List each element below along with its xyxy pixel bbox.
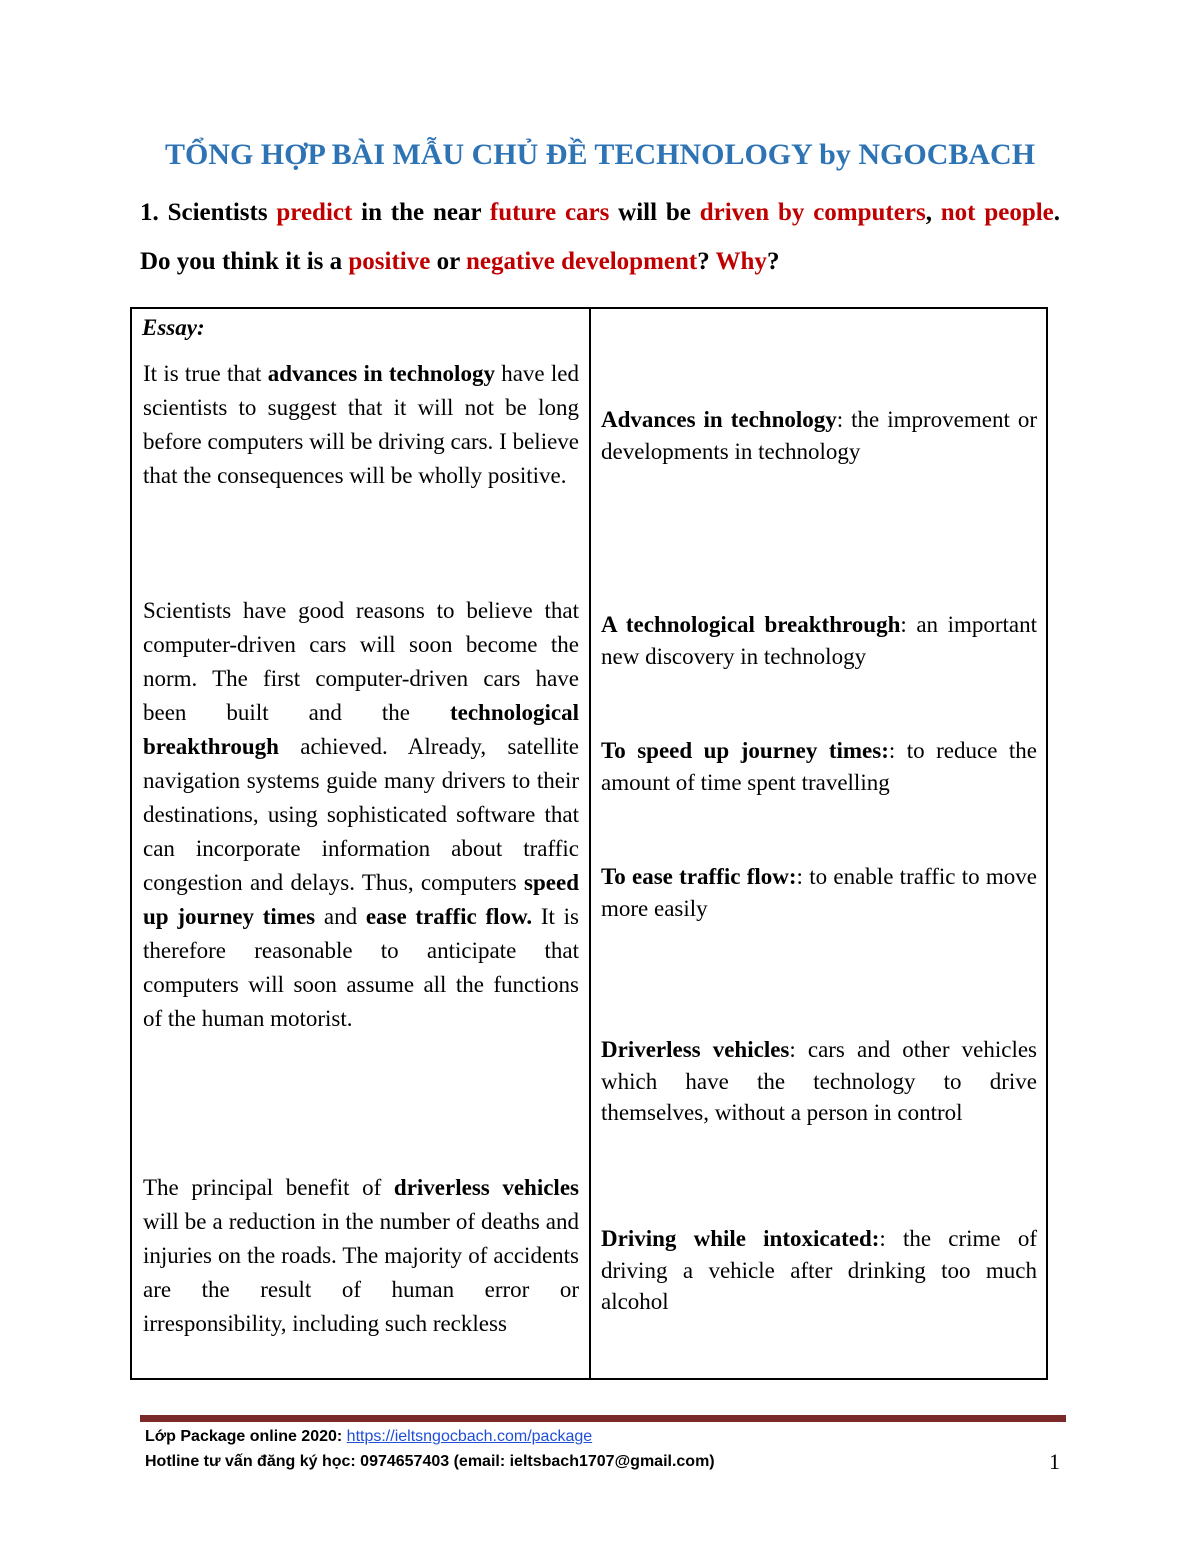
- package-link[interactable]: https://ieltsngocbach.com/package: [346, 1428, 593, 1445]
- glossary-term: To speed up journey times:: [601, 738, 889, 763]
- question-keyword: not: [940, 199, 976, 226]
- question-keyword: future: [489, 199, 557, 226]
- question-text: [976, 199, 985, 226]
- glossary-entry: [601, 1034, 1037, 1129]
- question-keyword: positive: [348, 248, 431, 275]
- question-keyword: negative development: [466, 248, 698, 275]
- glossary-separator: :: [789, 1037, 808, 1062]
- question-text: [556, 199, 565, 226]
- essay-paragraph-2: [143, 594, 579, 1036]
- question-text: or: [430, 248, 466, 275]
- essay-label: Essay:: [142, 315, 205, 340]
- essay-keyword: ease traffic flow.: [365, 904, 533, 929]
- essay-text: achieved. Already, satellite navigation systems guide many drivers to their destinations, using sophisticated software that can incorporate information about traffic congestion and delays. Thus, computers: [143, 734, 579, 895]
- essay-question: [140, 188, 1060, 286]
- glossary-entry: [601, 404, 1037, 467]
- question-text: will be: [609, 199, 700, 226]
- glossary-definition: the crime of driving a vehicle after drinking too much alcohol: [601, 1226, 1037, 1314]
- question-text: . Do you think it is a: [140, 199, 1061, 275]
- question-text: ,: [925, 199, 941, 226]
- glossary-term: Advances in technology: [601, 407, 837, 432]
- glossary-entry: [601, 1223, 1037, 1318]
- essay-text: It is true that: [143, 361, 268, 386]
- page-number: 1: [1049, 1449, 1060, 1474]
- essay-paragraph-3: [143, 1171, 579, 1341]
- essay-table: [130, 307, 1048, 1380]
- question-keyword: people: [984, 199, 1054, 226]
- footer-package-label: Lớp Package online 2020:: [145, 1428, 347, 1445]
- glossary-term: To ease traffic flow:: [601, 864, 797, 889]
- essay-keyword: speed up journey times: [143, 870, 579, 929]
- question-text: ?: [697, 248, 716, 275]
- glossary-definition: to reduce the amount of time spent travelling: [601, 738, 1038, 795]
- question-text: ?: [766, 248, 780, 275]
- glossary-separator: :: [900, 612, 917, 637]
- glossary-term: Driverless vehicles: [601, 1037, 790, 1062]
- essay-text: It is therefore reasonable to anticipate that computers will soon assume all the functions of the human motorist.: [143, 904, 579, 1031]
- glossary-term: Driving while intoxicated:: [601, 1226, 880, 1251]
- footer-divider: [140, 1415, 1066, 1422]
- essay-text: The principal benefit of: [143, 1175, 394, 1200]
- glossary-separator: :: [836, 407, 852, 432]
- essay-keyword: driverless vehicles: [393, 1175, 579, 1200]
- glossary-entry: [601, 735, 1037, 798]
- footer-hotline: Hotline tư vấn đăng ký học: 0974657403 (email: ieltsbach1707@gmail.com): [145, 1453, 715, 1470]
- essay-text: have led scientists to suggest that it will not be long before computers will be driving cars. I believe that the consequences will be wholly positive.: [143, 361, 580, 488]
- glossary-entry: [601, 609, 1037, 672]
- essay-paragraph-1: [143, 357, 579, 493]
- glossary-definition: an important new discovery in technology: [601, 612, 1038, 669]
- essay-text: and: [315, 904, 366, 929]
- essay-text: will be a reduction in the number of deaths and injuries on the roads. The majority of accidents are the result of human error or irresponsibility, including such reckless: [143, 1209, 579, 1336]
- glossary-definition: cars and other vehicles which have the technology to drive themselves, without a person in control: [601, 1037, 1037, 1125]
- question-keyword: driven by computers: [699, 199, 926, 226]
- glossary-term: A technological breakthrough: [601, 612, 901, 637]
- essay-keyword: technological breakthrough: [143, 700, 579, 759]
- glossary-definition: to enable traffic to move more easily: [601, 864, 1037, 921]
- footer-package-line: [145, 1428, 592, 1446]
- question-text: 1. Scientists: [140, 199, 277, 226]
- essay-text: Scientists have good reasons to believe that computer-driven cars will soon become the norm. The first computer-driven cars have been built and the: [143, 598, 579, 725]
- glossary-entry: [601, 861, 1037, 924]
- essay-keyword: advances in technology: [267, 361, 495, 386]
- column-divider: [589, 309, 591, 1378]
- glossary-separator: :: [888, 738, 907, 763]
- question-keyword: Why: [715, 248, 767, 275]
- question-text: in the near: [352, 199, 490, 226]
- glossary-separator: :: [796, 864, 810, 889]
- question-keyword: predict: [276, 199, 353, 226]
- question-keyword: cars: [564, 199, 610, 226]
- document-title: TỔNG HỢP BÀI MẪU CHỦ ĐỀ TECHNOLOGY by NGOCBACH: [164, 138, 1036, 171]
- glossary-definition: the improvement or developments in technology: [601, 407, 1037, 464]
- glossary-separator: :: [879, 1226, 903, 1251]
